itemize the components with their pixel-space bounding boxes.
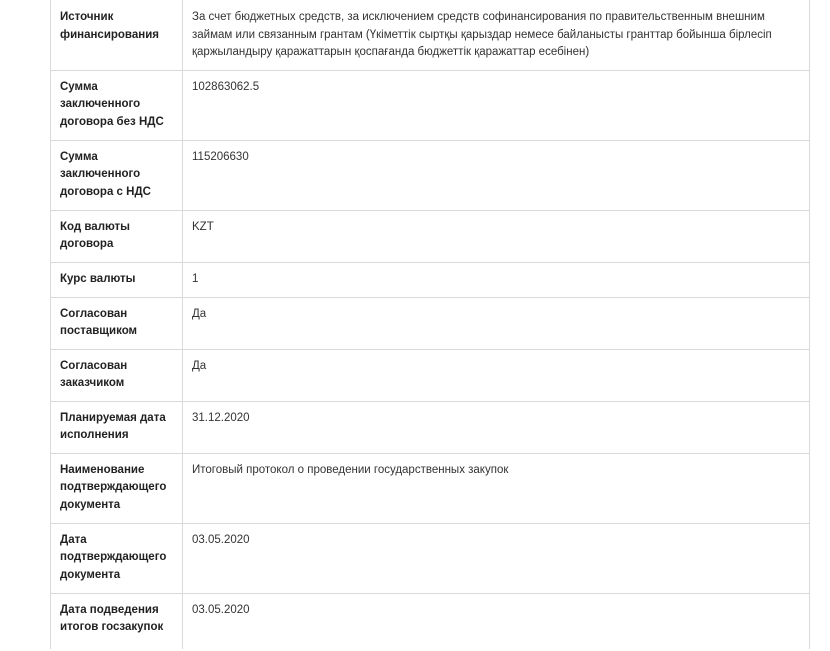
- row-label: Согласован поставщиком: [51, 297, 183, 349]
- row-value: 03.05.2020: [183, 593, 810, 649]
- table-row: [51, 401, 810, 453]
- table-row: [51, 140, 810, 210]
- row-label: Курс валюты: [51, 262, 183, 297]
- row-value: Да: [183, 349, 810, 401]
- table-row: [51, 523, 810, 593]
- row-value: 115206630: [183, 140, 810, 210]
- row-value: 31.12.2020: [183, 401, 810, 453]
- row-label: Код валюты договора: [51, 210, 183, 262]
- row-value: KZT: [183, 210, 810, 262]
- row-value: 102863062.5: [183, 70, 810, 140]
- row-label: Сумма заключенного договора без НДС: [51, 70, 183, 140]
- table-row: [51, 70, 810, 140]
- row-label: Сумма заключенного договора с НДС: [51, 140, 183, 210]
- row-value: 03.05.2020: [183, 523, 810, 593]
- row-value: Да: [183, 297, 810, 349]
- row-value: Итоговый протокол о проведении государственных закупок: [183, 453, 810, 523]
- table-row: [51, 593, 810, 649]
- row-value: 1: [183, 262, 810, 297]
- row-label: Планируемая дата исполнения: [51, 401, 183, 453]
- table-row: [51, 453, 810, 523]
- contract-details-table: [50, 0, 810, 649]
- row-label: Дата подведения итогов госзакупок: [51, 593, 183, 649]
- table-row: [51, 349, 810, 401]
- row-label: Дата подтверждающего документа: [51, 523, 183, 593]
- row-label: Источник финансирования: [51, 0, 183, 70]
- row-label: Наименование подтверждающего документа: [51, 453, 183, 523]
- table-row: [51, 297, 810, 349]
- table-row: [51, 0, 810, 70]
- table-row: [51, 262, 810, 297]
- row-value: За счет бюджетных средств, за исключением средств софинансирования по правительственным внешним займам или связанным грантам (Үкіметтік сыртқы қарыздар немесе байланысты гранттар бойынша бірлесіп қаржыландыру қаражаттарын қоспағанда бюджеттік қаражаттар есебінен): [183, 0, 810, 70]
- table-row: [51, 210, 810, 262]
- row-label: Согласован заказчиком: [51, 349, 183, 401]
